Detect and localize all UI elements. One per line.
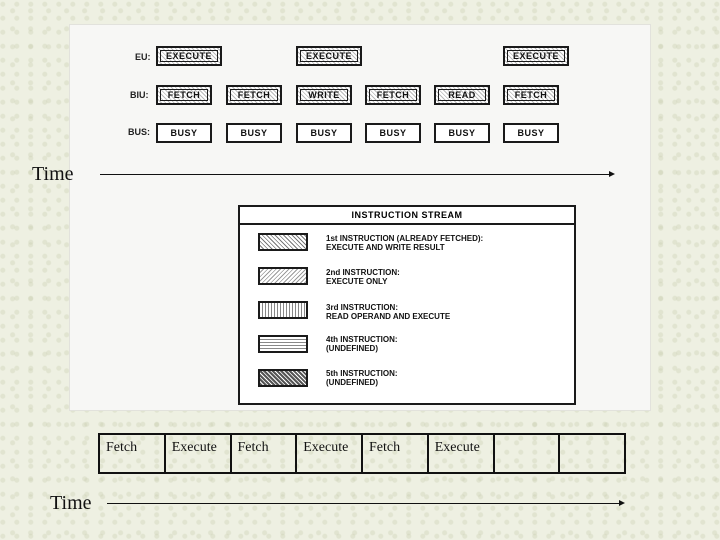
sequence-cell: Fetch [363,435,429,472]
time-arrow-top [100,174,613,175]
legend-line: 1st INSTRUCTION (ALREADY FETCHED): [326,234,484,243]
legend-item [326,335,566,353]
legend-line: 2nd INSTRUCTION: [326,268,400,277]
legend-title: INSTRUCTION STREAM [240,207,574,225]
bus-box: BUSY [434,123,490,143]
bus-label: BUS: [128,127,150,137]
legend-item [326,268,566,286]
legend-swatch [258,301,308,319]
biu-box: WRITE [296,85,352,105]
legend-swatch [258,233,308,251]
legend-item [326,369,566,387]
sequence-cell [560,435,624,472]
biu-box: READ [434,85,490,105]
biu-box: FETCH [226,85,282,105]
legend-swatch [258,369,308,387]
eu-box: EXECUTE [156,46,222,66]
sequence-cell: Fetch [232,435,298,472]
bus-box: BUSY [296,123,352,143]
legend-swatch [258,267,308,285]
biu-box: FETCH [365,85,421,105]
time-label-bottom: Time [50,492,92,514]
legend-item [326,234,566,252]
sequence-cell: Execute [166,435,232,472]
bus-box: BUSY [156,123,212,143]
eu-label: EU: [135,52,151,62]
eu-box: EXECUTE [503,46,569,66]
instruction-stream-legend [238,205,576,405]
fetch-execute-sequence [98,433,626,474]
biu-box: FETCH [503,85,559,105]
legend-line: EXECUTE ONLY [326,277,388,286]
biu-box: FETCH [156,85,212,105]
legend-line: 5th INSTRUCTION: [326,369,398,378]
sequence-cell: Execute [429,435,495,472]
time-label-top: Time [32,163,74,185]
time-arrow-bottom [107,503,623,504]
sequence-cell: Fetch [100,435,166,472]
legend-swatch [258,335,308,353]
legend-line: (UNDEFINED) [326,344,378,353]
eu-box: EXECUTE [296,46,362,66]
sequence-cell [495,435,561,472]
legend-line: 3rd INSTRUCTION: [326,303,398,312]
pipeline-figure [70,25,650,410]
sequence-cell: Execute [297,435,363,472]
legend-line: 4th INSTRUCTION: [326,335,398,344]
bus-box: BUSY [503,123,559,143]
legend-line: READ OPERAND AND EXECUTE [326,312,451,321]
bus-box: BUSY [365,123,421,143]
bus-box: BUSY [226,123,282,143]
legend-line: EXECUTE AND WRITE RESULT [326,243,445,252]
biu-label: BIU: [130,90,149,100]
legend-item [326,303,566,321]
legend-line: (UNDEFINED) [326,378,378,387]
